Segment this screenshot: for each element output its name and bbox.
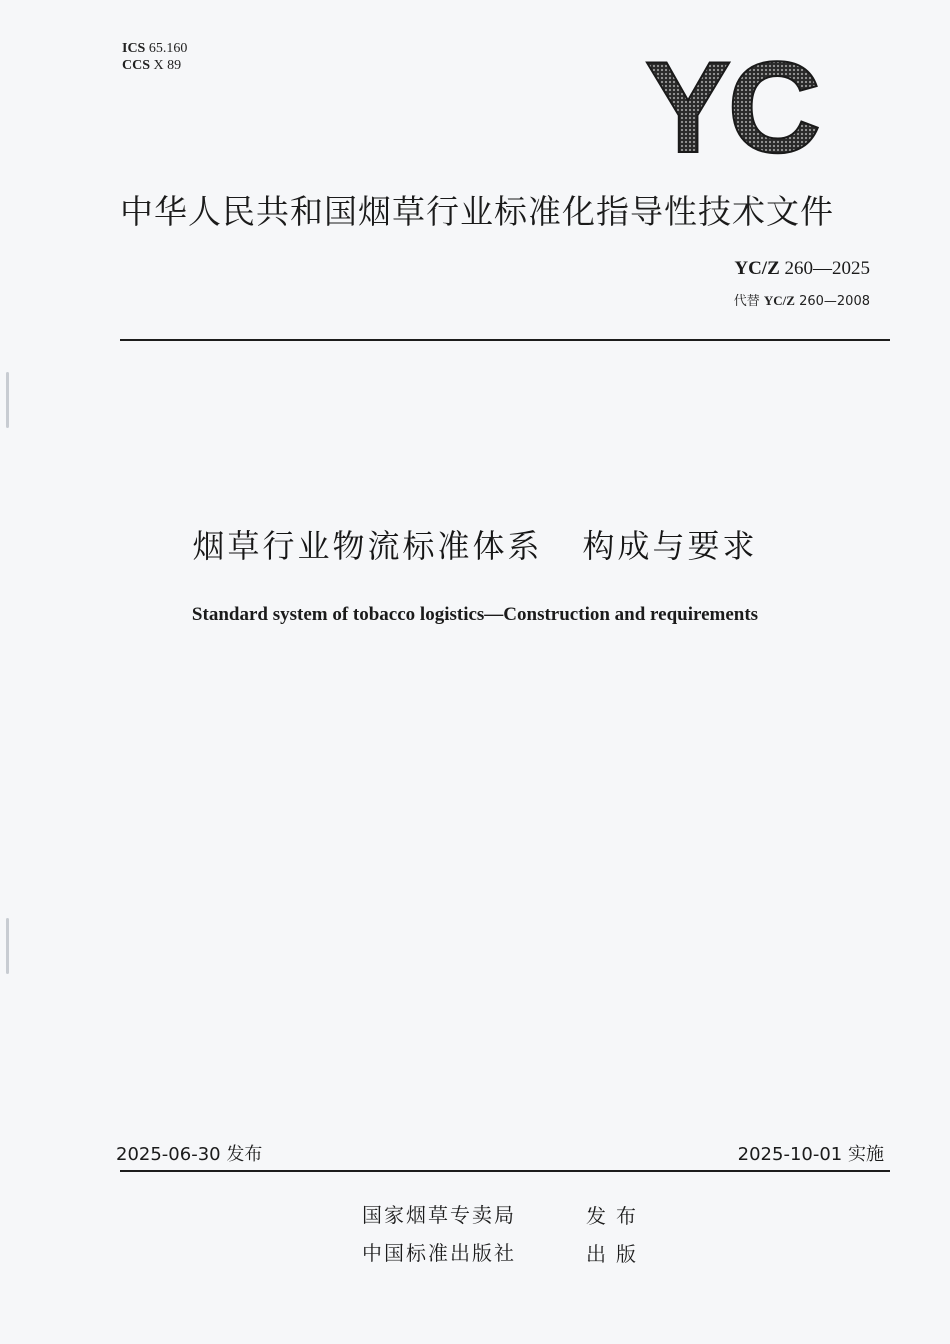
ics-label: ICS xyxy=(122,41,146,56)
implementation-date xyxy=(738,1140,884,1166)
impl-date-value: 2025-10-01 xyxy=(737,1144,843,1165)
issue-date-value: 2025-06-30 xyxy=(116,1144,221,1165)
yc-logo xyxy=(636,44,826,164)
binding-mark-top xyxy=(6,372,9,428)
publisher-name-1: 国家烟草专卖局 xyxy=(362,1203,516,1227)
standard-number xyxy=(734,258,870,280)
header-divider xyxy=(120,339,890,341)
standard-title-cn xyxy=(0,521,950,567)
ics-code xyxy=(122,40,187,57)
footer-divider xyxy=(120,1170,890,1172)
document-type-title: 中华人民共和国烟草行业标准化指导性技术文件 xyxy=(120,192,834,231)
replaces-standard xyxy=(734,290,870,309)
ccs-code xyxy=(122,57,187,74)
title-cn-part2: 构成与要求 xyxy=(582,527,758,565)
logo-letters: YC xyxy=(644,44,818,164)
publisher-role-2: 出版 xyxy=(586,1242,646,1266)
replaces-prefix: YC/Z xyxy=(763,293,795,308)
issue-date xyxy=(116,1140,262,1166)
binding-mark-bottom xyxy=(6,918,9,974)
publisher-role-1: 发布 xyxy=(586,1204,646,1228)
ccs-value: X 89 xyxy=(153,58,182,73)
issue-date-label: 发布 xyxy=(226,1144,263,1165)
standard-number-value: 260—2025 xyxy=(784,258,870,279)
title-cn-part1: 烟草行业物流标准体系 xyxy=(192,527,543,565)
ics-value: 65.160 xyxy=(148,41,188,56)
standard-prefix: YC/Z xyxy=(734,258,780,279)
replaces-number: 260—2008 xyxy=(799,294,870,309)
classification-codes xyxy=(122,40,187,74)
publisher-name-2: 中国标准出版社 xyxy=(362,1241,516,1265)
replaces-label: 代替 xyxy=(733,294,760,309)
ccs-label: CCS xyxy=(122,58,151,73)
standard-title-en: Standard system of tobacco logistics—Construction and requirements xyxy=(191,604,759,625)
impl-date-label: 实施 xyxy=(848,1144,884,1165)
